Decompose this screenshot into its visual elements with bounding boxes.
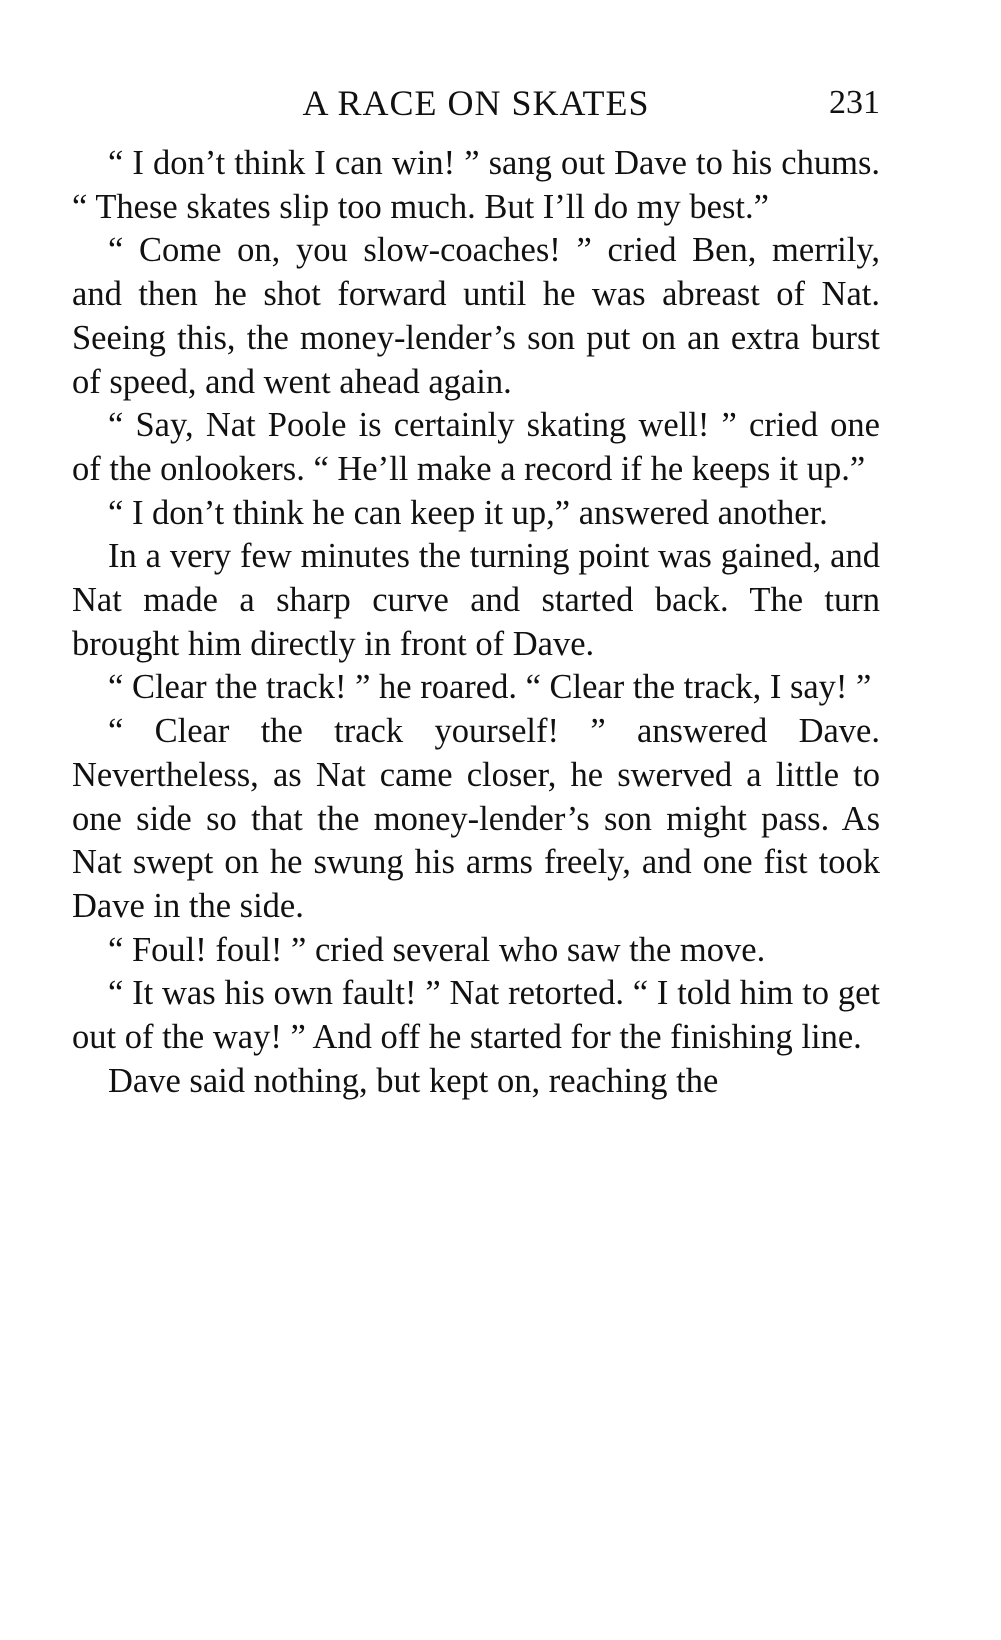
running-title: A RACE ON SKATES: [302, 83, 650, 123]
paragraph: “ I don’t think he can keep it up,” answered another.: [108, 493, 828, 532]
paragraph: “ Say, Nat Poole is certainly skating well! ” cried one of the onlookers. “ He’ll make a record if he keeps it up.”: [72, 406, 880, 488]
paragraph: “ Come on, you slow-coaches! ” cried Ben, merrily, and then he shot forward until he was abreast of Nat. Seeing this, the money-lender’s son put on an extra burst of speed, and went ahead again.: [72, 231, 880, 401]
page-number: 231: [829, 84, 880, 121]
paragraph: “ Foul! foul! ” cried several who saw the move.: [108, 930, 766, 969]
paragraph: Dave said nothing, but kept on, reaching the: [108, 1061, 719, 1100]
paragraph: “ Clear the track yourself! ” answered Dave. Nevertheless, as Nat came closer, he swerved a little to one side so that the money-lender’s son might pass. As Nat swept on he swung his arms freely, and one fist took Dave in the side.: [72, 712, 880, 925]
body-text: [72, 142, 880, 1103]
paragraph: “ I don’t think I can win! ” sang out Dave to his chums. “ These skates slip too much. But I’ll do my best.”: [72, 144, 880, 226]
paragraph: “ It was his own fault! ” Nat retorted. “ I told him to get out of the way! ” And off he started for the finishing line.: [72, 974, 880, 1057]
paragraph: “ Clear the track! ” he roared. “ Clear the track, I say! ”: [108, 668, 872, 707]
paragraph: In a very few minutes the turning point was gained, and Nat made a sharp curve and started back. The turn brought him directly in front of Dave.: [72, 537, 880, 663]
page-header: [72, 78, 880, 128]
